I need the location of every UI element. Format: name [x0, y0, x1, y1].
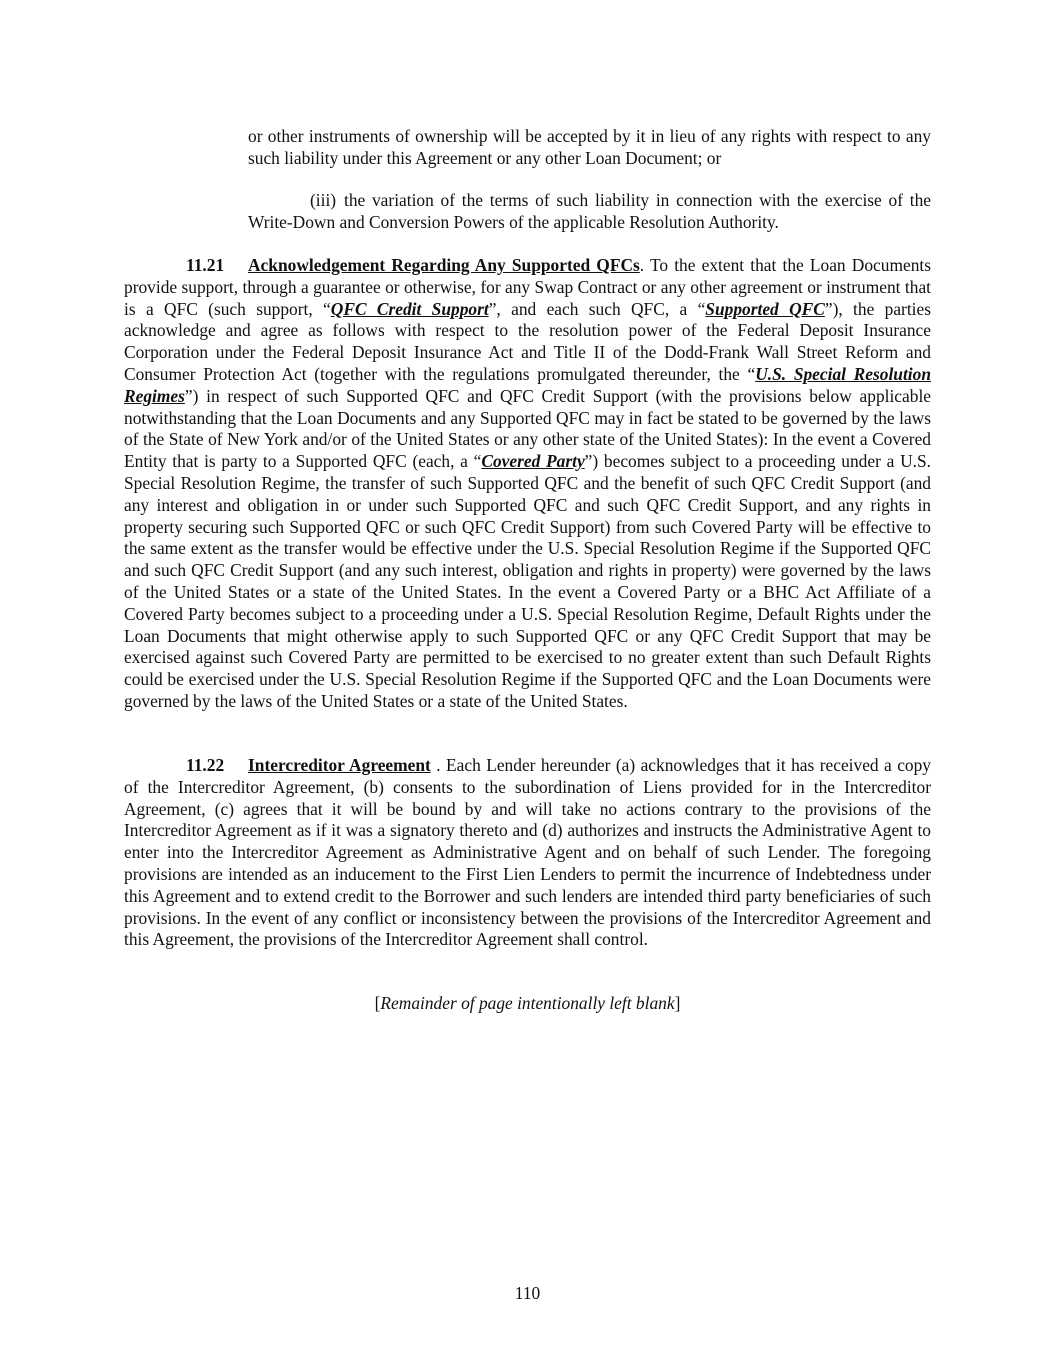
- defined-term: Supported QFC: [705, 298, 825, 319]
- bracket-open: [: [374, 993, 381, 1013]
- defined-term: Covered Party: [481, 451, 585, 472]
- section-11-22: [124, 755, 931, 951]
- section-11-21: [124, 255, 931, 713]
- remainder-text: Remainder of page intentionally left blank: [380, 993, 675, 1013]
- defined-term: U.S. Special Resolution Regimes: [124, 363, 931, 406]
- clause-number: (iii): [310, 190, 337, 210]
- section-heading: Acknowledgement Regarding Any Supported QFCs: [248, 255, 640, 275]
- section-number: 11.21: [186, 255, 225, 275]
- section-heading: Intercreditor Agreement: [248, 755, 431, 775]
- continuation-paragraph: or other instruments of ownership will be accepted by it in lieu of any rights with respect to any such liability under this Agreement or any other Loan Document; or: [248, 126, 931, 168]
- page-number: 110: [514, 1283, 541, 1303]
- clause-text: the variation of the terms of such liability in connection with the exercise of the Write-Down and Conversion Powers of the applicable Resolution Authority.: [248, 190, 931, 232]
- section-text: ”) in respect of such Supported QFC and QFC Credit Support (with the provisions below applicable notwithstanding that the Loan Documents and any Supported QFC may in fact be stated to be governed by the laws of the State of New York and/or of the United States or any other state of the United States): In the event a Covered Entity that is party to a Supported QFC (each, a “: [124, 385, 931, 472]
- section-text: ”) becomes subject to a proceeding under a U.S. Special Resolution Regime, the transfer of such Supported QFC and the benefit of such QFC Credit Support (and any interest and obligation in or under such Supported QFC and such QFC Credit Support, and any rights in property securing such Supported QFC or such QFC Credit Support) from such Covered Party will be effective to the same extent as the transfer would be effective under the U.S. Special Resolution Regime if the Supported QFC and such QFC Credit Support (and any such interest, obligation and rights in property) were governed by the laws of the United States or a state of the United States. In the event a Covered Party or a BHC Act Affiliate of a Covered Party becomes subject to a proceeding under a U.S. Special Resolution Regime, Default Rights under the Loan Documents that might otherwise apply to such Supported QFC or any QFC Credit Support that may be exercised against such Covered Party are permitted to be exercised to no greater extent than such Default Rights could be exercised under the U.S. Special Resolution Regime if the Supported QFC and the Loan Documents were governed by the laws of the United States or a state of the United States.: [124, 451, 931, 711]
- remainder-note: [124, 993, 931, 1015]
- section-text: ”), the parties acknowledge and agree as follows with respect to the resolution power of the Federal Deposit Insurance Corporation under the Federal Deposit Insurance Act and Title II of the Dodd-Frank Wall Street Reform and Consumer Protection Act (together with the regulations promulgated thereunder, the “: [124, 298, 931, 384]
- bracket-close: ]: [674, 993, 681, 1013]
- section-number: 11.22: [186, 755, 225, 775]
- section-text: ”, and each such QFC, a “: [488, 298, 706, 319]
- section-text: . Each Lender hereunder (a) acknowledges that it has received a copy of the Intercreditor Agreement, (b) consents to the subordination of Liens provided for in the Intercreditor Agreement, (c) agrees that it will be bound by and will take no actions contrary to the provisions of the Intercreditor Agreement as if it was a signatory thereto and (d) authorizes and instructs the Administrative Agent to enter into the Intercreditor Agreement as Administrative Agent and on behalf of such Lender. The foregoing provisions are intended as an inducement to the First Lien Lenders to permit the incurrence of Indebtedness under this Agreement and to extend credit to the Borrower and such lenders are intended third party beneficiaries of such provisions. In the event of any conflict or inconsistency between the provisions of the Intercreditor Agreement and this Agreement, the provisions of the Intercreditor Agreement shall control.: [124, 755, 931, 950]
- section-text: . To the extent that the Loan Documents provide support, through a guarantee or otherwise, for any Swap Contract or any other agreement or instrument that is a QFC (such support, “: [124, 255, 931, 319]
- clause-iii: [248, 190, 931, 234]
- defined-term: QFC Credit Support: [330, 298, 489, 319]
